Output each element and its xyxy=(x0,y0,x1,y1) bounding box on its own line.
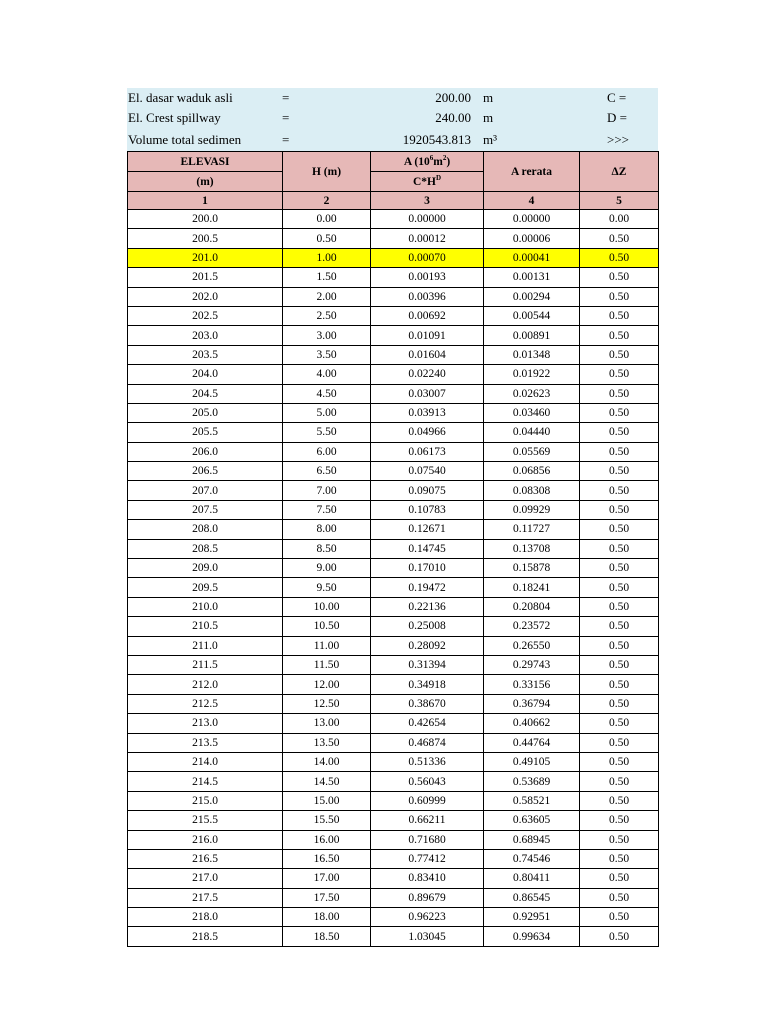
table-row xyxy=(128,849,659,868)
cell-a-rerata: 0.40662 xyxy=(484,714,580,733)
cell-delta-z: 0.50 xyxy=(580,888,659,907)
cell-h: 6.50 xyxy=(283,462,371,481)
cell-elevasi: 213.5 xyxy=(128,733,283,752)
cell-a-rerata: 0.00000 xyxy=(484,210,580,229)
cell-a-rerata: 0.58521 xyxy=(484,791,580,810)
cell-delta-z: 0.50 xyxy=(580,714,659,733)
cell-a-rerata: 0.80411 xyxy=(484,869,580,888)
header-delta-z: ΔZ xyxy=(580,152,659,192)
info-extra: C = xyxy=(607,90,627,105)
table-row xyxy=(128,481,659,500)
cell-delta-z: 0.50 xyxy=(580,772,659,791)
cell-h: 1.00 xyxy=(283,248,371,267)
cell-elevasi: 203.5 xyxy=(128,345,283,364)
cell-delta-z: 0.50 xyxy=(580,694,659,713)
cell-a-rerata: 0.11727 xyxy=(484,520,580,539)
cell-h: 0.50 xyxy=(283,229,371,248)
info-row-volume xyxy=(127,128,658,151)
cell-elevasi: 218.5 xyxy=(128,927,283,946)
cell-area: 0.42654 xyxy=(371,714,484,733)
cell-delta-z: 0.50 xyxy=(580,636,659,655)
cell-h: 13.50 xyxy=(283,733,371,752)
cell-a-rerata: 0.63605 xyxy=(484,811,580,830)
cell-a-rerata: 0.00891 xyxy=(484,326,580,345)
cell-a-rerata: 0.53689 xyxy=(484,772,580,791)
cell-delta-z: 0.50 xyxy=(580,306,659,325)
info-value: 200.00 xyxy=(435,90,471,105)
table-row xyxy=(128,675,659,694)
cell-area: 0.06173 xyxy=(371,442,484,461)
cell-area: 0.19472 xyxy=(371,578,484,597)
col-number: 4 xyxy=(484,192,580,210)
table-row xyxy=(128,462,659,481)
table-row xyxy=(128,791,659,810)
cell-area: 1.03045 xyxy=(371,927,484,946)
cell-delta-z: 0.50 xyxy=(580,578,659,597)
cell-a-rerata: 0.33156 xyxy=(484,675,580,694)
table-row xyxy=(128,772,659,791)
cell-delta-z: 0.50 xyxy=(580,423,659,442)
info-unit: m xyxy=(483,90,494,105)
cell-h: 1.50 xyxy=(283,268,371,287)
table-row xyxy=(128,442,659,461)
cell-h: 15.00 xyxy=(283,791,371,810)
table-row xyxy=(128,520,659,539)
cell-h: 5.00 xyxy=(283,403,371,422)
table-row xyxy=(128,888,659,907)
cell-area: 0.60999 xyxy=(371,791,484,810)
table-row xyxy=(128,210,659,229)
table-row xyxy=(128,500,659,519)
cell-delta-z: 0.50 xyxy=(580,248,659,267)
cell-elevasi: 214.0 xyxy=(128,752,283,771)
header-elevasi: ELEVASI xyxy=(128,152,283,172)
info-equals: = xyxy=(282,132,290,147)
cell-h: 4.50 xyxy=(283,384,371,403)
cell-delta-z: 0.50 xyxy=(580,752,659,771)
table-row xyxy=(128,636,659,655)
cell-delta-z: 0.50 xyxy=(580,403,659,422)
spreadsheet xyxy=(127,88,658,947)
cell-h: 13.00 xyxy=(283,714,371,733)
cell-h: 10.00 xyxy=(283,597,371,616)
cell-delta-z: 0.50 xyxy=(580,849,659,868)
info-equals: = xyxy=(282,90,290,105)
cell-elevasi: 206.5 xyxy=(128,462,283,481)
cell-a-rerata: 0.04440 xyxy=(484,423,580,442)
cell-h: 18.50 xyxy=(283,927,371,946)
cell-elevasi: 211.5 xyxy=(128,655,283,674)
cell-area: 0.38670 xyxy=(371,694,484,713)
table-row xyxy=(128,423,659,442)
cell-area: 0.00000 xyxy=(371,210,484,229)
cell-area: 0.01604 xyxy=(371,345,484,364)
info-extra: D = xyxy=(607,110,627,125)
cell-a-rerata: 0.74546 xyxy=(484,849,580,868)
cell-a-rerata: 0.20804 xyxy=(484,597,580,616)
cell-a-rerata: 0.68945 xyxy=(484,830,580,849)
table-row xyxy=(128,655,659,674)
cell-a-rerata: 0.99634 xyxy=(484,927,580,946)
cell-delta-z: 0.50 xyxy=(580,481,659,500)
cell-h: 16.00 xyxy=(283,830,371,849)
cell-delta-z: 0.50 xyxy=(580,733,659,752)
table-row xyxy=(128,403,659,422)
cell-elevasi: 216.0 xyxy=(128,830,283,849)
cell-area: 0.66211 xyxy=(371,811,484,830)
header-area-formula: $C*H^D$ xyxy=(371,172,484,192)
cell-a-rerata: 0.49105 xyxy=(484,752,580,771)
cell-elevasi: 212.5 xyxy=(128,694,283,713)
cell-h: 6.00 xyxy=(283,442,371,461)
cell-a-rerata: 0.36794 xyxy=(484,694,580,713)
header-area: A $(10^6m^2)$ xyxy=(371,152,484,172)
header-h: H (m) xyxy=(283,152,371,192)
info-unit: m³ xyxy=(483,132,498,147)
cell-elevasi: 214.5 xyxy=(128,772,283,791)
cell-a-rerata: 0.86545 xyxy=(484,888,580,907)
col-number: 3 xyxy=(371,192,484,210)
cell-elevasi: 212.0 xyxy=(128,675,283,694)
info-row-dasar xyxy=(127,88,658,108)
cell-area: 0.34918 xyxy=(371,675,484,694)
table-row xyxy=(128,733,659,752)
cell-h: 10.50 xyxy=(283,617,371,636)
cell-elevasi: 202.5 xyxy=(128,306,283,325)
cell-delta-z: 0.50 xyxy=(580,326,659,345)
cell-delta-z: 0.50 xyxy=(580,442,659,461)
cell-area: 0.00012 xyxy=(371,229,484,248)
cell-area: 0.01091 xyxy=(371,326,484,345)
cell-h: 14.00 xyxy=(283,752,371,771)
cell-h: 8.50 xyxy=(283,539,371,558)
cell-elevasi: 217.5 xyxy=(128,888,283,907)
table-row xyxy=(128,752,659,771)
cell-area: 0.89679 xyxy=(371,888,484,907)
info-label: Volume total sedimen xyxy=(128,132,242,147)
cell-area: 0.17010 xyxy=(371,559,484,578)
cell-elevasi: 207.0 xyxy=(128,481,283,500)
table-body xyxy=(128,210,659,947)
cell-area: 0.09075 xyxy=(371,481,484,500)
cell-elevasi: 210.0 xyxy=(128,597,283,616)
cell-h: 7.00 xyxy=(283,481,371,500)
table-row xyxy=(128,617,659,636)
cell-delta-z: 0.50 xyxy=(580,384,659,403)
cell-h: 7.50 xyxy=(283,500,371,519)
cell-h: 14.50 xyxy=(283,772,371,791)
cell-a-rerata: 0.92951 xyxy=(484,908,580,927)
cell-elevasi: 202.0 xyxy=(128,287,283,306)
cell-delta-z: 0.50 xyxy=(580,675,659,694)
cell-a-rerata: 0.44764 xyxy=(484,733,580,752)
cell-delta-z: 0.50 xyxy=(580,500,659,519)
cell-h: 2.00 xyxy=(283,287,371,306)
cell-area: 0.31394 xyxy=(371,655,484,674)
cell-area: 0.04966 xyxy=(371,423,484,442)
cell-h: 4.00 xyxy=(283,365,371,384)
cell-delta-z: 0.50 xyxy=(580,655,659,674)
cell-area: 0.10783 xyxy=(371,500,484,519)
table-row xyxy=(128,306,659,325)
table-row xyxy=(128,830,659,849)
cell-elevasi: 208.5 xyxy=(128,539,283,558)
cell-a-rerata: 0.18241 xyxy=(484,578,580,597)
table-row xyxy=(128,869,659,888)
cell-elevasi: 217.0 xyxy=(128,869,283,888)
cell-area: 0.56043 xyxy=(371,772,484,791)
cell-area: 0.28092 xyxy=(371,636,484,655)
cell-delta-z: 0.50 xyxy=(580,229,659,248)
table-row xyxy=(128,384,659,403)
table-row xyxy=(128,365,659,384)
cell-delta-z: 0.50 xyxy=(580,869,659,888)
column-number-row xyxy=(128,192,659,210)
cell-a-rerata: 0.03460 xyxy=(484,403,580,422)
cell-area: 0.77412 xyxy=(371,849,484,868)
cell-h: 3.00 xyxy=(283,326,371,345)
cell-h: 9.00 xyxy=(283,559,371,578)
cell-a-rerata: 0.13708 xyxy=(484,539,580,558)
cell-elevasi: 215.5 xyxy=(128,811,283,830)
table-row xyxy=(128,287,659,306)
cell-elevasi: 205.5 xyxy=(128,423,283,442)
info-extra: >>> xyxy=(607,132,629,147)
table-row xyxy=(128,578,659,597)
header-a-rerata: A rerata xyxy=(484,152,580,192)
cell-delta-z: 0.50 xyxy=(580,597,659,616)
cell-elevasi: 201.0 xyxy=(128,248,283,267)
cell-a-rerata: 0.23572 xyxy=(484,617,580,636)
cell-delta-z: 0.50 xyxy=(580,559,659,578)
cell-elevasi: 204.0 xyxy=(128,365,283,384)
info-label: El. dasar waduk asli xyxy=(128,90,233,105)
table-row xyxy=(128,908,659,927)
cell-elevasi: 213.0 xyxy=(128,714,283,733)
cell-a-rerata: 0.15878 xyxy=(484,559,580,578)
cell-a-rerata: 0.09929 xyxy=(484,500,580,519)
cell-delta-z: 0.50 xyxy=(580,268,659,287)
cell-h: 12.00 xyxy=(283,675,371,694)
cell-h: 11.50 xyxy=(283,655,371,674)
cell-elevasi: 205.0 xyxy=(128,403,283,422)
cell-area: 0.00396 xyxy=(371,287,484,306)
cell-area: 0.14745 xyxy=(371,539,484,558)
cell-elevasi: 207.5 xyxy=(128,500,283,519)
cell-area: 0.96223 xyxy=(371,908,484,927)
cell-elevasi: 216.5 xyxy=(128,849,283,868)
cell-a-rerata: 0.05569 xyxy=(484,442,580,461)
table-row xyxy=(128,811,659,830)
cell-delta-z: 0.50 xyxy=(580,287,659,306)
cell-elevasi: 208.0 xyxy=(128,520,283,539)
info-label: El. Crest spillway xyxy=(128,110,221,125)
cell-area: 0.00692 xyxy=(371,306,484,325)
cell-delta-z: 0.50 xyxy=(580,345,659,364)
cell-h: 17.00 xyxy=(283,869,371,888)
cell-area: 0.03913 xyxy=(371,403,484,422)
cell-h: 17.50 xyxy=(283,888,371,907)
cell-elevasi: 201.5 xyxy=(128,268,283,287)
cell-h: 15.50 xyxy=(283,811,371,830)
cell-h: 16.50 xyxy=(283,849,371,868)
cell-a-rerata: 0.00131 xyxy=(484,268,580,287)
cell-area: 0.12671 xyxy=(371,520,484,539)
cell-area: 0.00070 xyxy=(371,248,484,267)
table-row xyxy=(128,694,659,713)
cell-elevasi: 206.0 xyxy=(128,442,283,461)
col-number: 1 xyxy=(128,192,283,210)
cell-area: 0.71680 xyxy=(371,830,484,849)
cell-a-rerata: 0.06856 xyxy=(484,462,580,481)
cell-area: 0.07540 xyxy=(371,462,484,481)
cell-delta-z: 0.50 xyxy=(580,791,659,810)
cell-h: 8.00 xyxy=(283,520,371,539)
cell-h: 11.00 xyxy=(283,636,371,655)
info-value: 240.00 xyxy=(435,110,471,125)
cell-delta-z: 0.50 xyxy=(580,520,659,539)
cell-delta-z: 0.50 xyxy=(580,617,659,636)
cell-area: 0.22136 xyxy=(371,597,484,616)
cell-area: 0.46874 xyxy=(371,733,484,752)
cell-a-rerata: 0.00544 xyxy=(484,306,580,325)
info-unit: m xyxy=(483,110,494,125)
table-row xyxy=(128,714,659,733)
info-equals: = xyxy=(282,110,290,125)
elevation-area-table xyxy=(127,151,659,947)
cell-area: 0.83410 xyxy=(371,869,484,888)
cell-h: 12.50 xyxy=(283,694,371,713)
cell-delta-z: 0.50 xyxy=(580,365,659,384)
cell-a-rerata: 0.08308 xyxy=(484,481,580,500)
info-value: 1920543.813 xyxy=(402,132,471,147)
cell-delta-z: 0.50 xyxy=(580,908,659,927)
cell-delta-z: 0.50 xyxy=(580,830,659,849)
cell-a-rerata: 0.01348 xyxy=(484,345,580,364)
cell-elevasi: 218.0 xyxy=(128,908,283,927)
table-row xyxy=(128,229,659,248)
cell-delta-z: 0.00 xyxy=(580,210,659,229)
header-elevasi-unit: (m) xyxy=(128,172,283,192)
cell-h: 9.50 xyxy=(283,578,371,597)
info-row-crest xyxy=(127,108,658,128)
table-row xyxy=(128,345,659,364)
cell-elevasi: 209.5 xyxy=(128,578,283,597)
cell-h: 5.50 xyxy=(283,423,371,442)
cell-delta-z: 0.50 xyxy=(580,539,659,558)
cell-a-rerata: 0.26550 xyxy=(484,636,580,655)
cell-elevasi: 200.5 xyxy=(128,229,283,248)
cell-delta-z: 0.50 xyxy=(580,462,659,481)
cell-a-rerata: 0.01922 xyxy=(484,365,580,384)
cell-area: 0.25008 xyxy=(371,617,484,636)
table-row xyxy=(128,597,659,616)
cell-a-rerata: 0.00294 xyxy=(484,287,580,306)
table-row xyxy=(128,539,659,558)
cell-elevasi: 204.5 xyxy=(128,384,283,403)
cell-a-rerata: 0.29743 xyxy=(484,655,580,674)
cell-h: 2.50 xyxy=(283,306,371,325)
cell-a-rerata: 0.02623 xyxy=(484,384,580,403)
cell-h: 18.00 xyxy=(283,908,371,927)
cell-elevasi: 209.0 xyxy=(128,559,283,578)
cell-elevasi: 203.0 xyxy=(128,326,283,345)
cell-area: 0.51336 xyxy=(371,752,484,771)
cell-h: 0.00 xyxy=(283,210,371,229)
cell-elevasi: 211.0 xyxy=(128,636,283,655)
cell-elevasi: 200.0 xyxy=(128,210,283,229)
table-row xyxy=(128,326,659,345)
table-row xyxy=(128,268,659,287)
cell-h: 3.50 xyxy=(283,345,371,364)
cell-delta-z: 0.50 xyxy=(580,811,659,830)
col-number: 2 xyxy=(283,192,371,210)
cell-elevasi: 210.5 xyxy=(128,617,283,636)
col-number: 5 xyxy=(580,192,659,210)
cell-a-rerata: 0.00006 xyxy=(484,229,580,248)
cell-area: 0.00193 xyxy=(371,268,484,287)
table-row xyxy=(128,927,659,946)
table-row xyxy=(128,559,659,578)
cell-area: 0.03007 xyxy=(371,384,484,403)
cell-elevasi: 215.0 xyxy=(128,791,283,810)
cell-a-rerata: 0.00041 xyxy=(484,248,580,267)
cell-area: 0.02240 xyxy=(371,365,484,384)
info-block xyxy=(127,88,658,151)
cell-delta-z: 0.50 xyxy=(580,927,659,946)
table-row xyxy=(128,248,659,267)
